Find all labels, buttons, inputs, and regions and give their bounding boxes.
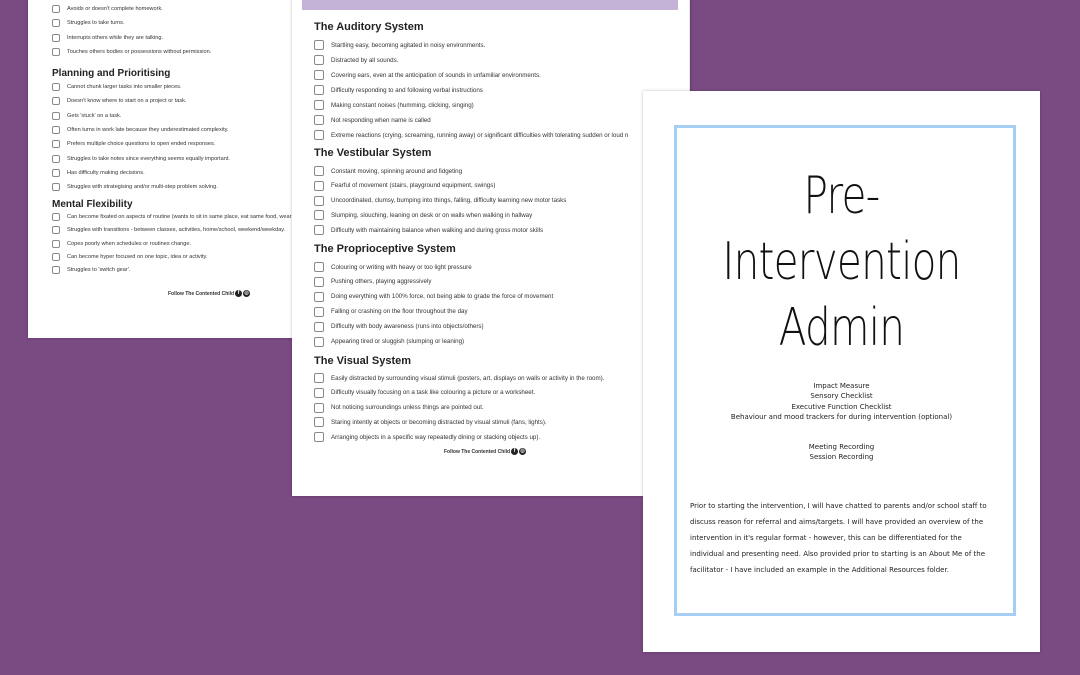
checklist-item-text: Covering ears, even at the anticipation of sounds in unfamiliar environments. xyxy=(331,71,541,79)
checklist-item-text: Not responding when name is called xyxy=(331,116,431,124)
pre-intervention-admin-page xyxy=(643,91,1040,652)
resource-list-a xyxy=(643,381,1040,423)
page1-footer xyxy=(168,290,250,297)
planning-heading: Planning and Prioritising xyxy=(52,68,171,79)
checklist-item xyxy=(314,100,474,110)
checklist-item xyxy=(52,240,191,248)
checklist-item-text: Uncoordinated, clumsy, bumping into things, falling, difficulty learning new motor tasks xyxy=(331,197,567,205)
checklist-banner xyxy=(302,0,678,10)
checklist-item-text: Staring intently at objects or becoming distracted by visual stimuli (fans, lights). xyxy=(331,418,547,426)
checkbox-icon[interactable] xyxy=(52,34,60,42)
facebook-icon: f xyxy=(235,290,242,297)
checklist-item xyxy=(52,226,285,234)
checklist-item xyxy=(314,130,628,140)
checklist-item-text: Difficulty visually focusing on a task like colouring a picture or a worksheet. xyxy=(331,389,536,397)
checklist-item-text: Constant moving, spinning around and fidgeting xyxy=(331,167,463,175)
checklist-item xyxy=(314,166,462,176)
checklist-item-text: Struggles to take notes since everything seems equally important. xyxy=(67,155,230,162)
checklist-item-text: Not noticing surroundings unless things are pointed out. xyxy=(331,404,484,412)
checklist-item xyxy=(314,225,543,235)
checkbox-icon[interactable] xyxy=(314,403,324,413)
checklist-item xyxy=(314,196,566,206)
checkbox-icon[interactable] xyxy=(52,213,60,221)
checklist-item-text: Easily distracted by surrounding visual stimuli (posters, art, displays on walls or activity in the room). xyxy=(331,374,605,382)
sensory-checklist-page xyxy=(292,0,689,496)
checklist-item xyxy=(52,213,292,221)
checkbox-icon[interactable] xyxy=(52,140,60,148)
checklist-item-text: Doing everything with 100% force, not being able to grade the force of movement xyxy=(331,293,554,301)
checkbox-icon[interactable] xyxy=(52,5,60,13)
checklist-item-text: Has difficulty making decisions. xyxy=(67,169,145,176)
instagram-icon: ◎ xyxy=(244,290,249,296)
checklist-item-text: Falling or crashing on the floor throughout the day xyxy=(331,308,468,316)
checklist-item-text: Doesn't know where to start on a project or task. xyxy=(67,98,187,105)
checkbox-icon[interactable] xyxy=(314,196,324,206)
checklist-item-text: Cannot chunk larger tasks into smaller pieces. xyxy=(67,84,182,90)
checkbox-icon[interactable] xyxy=(314,262,324,272)
checklist-item-text: Struggles to take turns. xyxy=(67,20,125,27)
proprioceptive-heading: The Proprioceptive System xyxy=(314,243,456,255)
checklist-item-text: Extreme reactions (crying, screaming, running away) or significant difficulties with tolerating sudden or loud n xyxy=(331,131,629,139)
checkbox-icon[interactable] xyxy=(52,83,60,91)
checklist-item-text: Arranging objects in a specific way repeatedly dining or stacking objects up). xyxy=(331,433,541,441)
page2-footer xyxy=(444,448,526,455)
checklist-item xyxy=(314,432,540,442)
checklist-item xyxy=(314,322,484,332)
checkbox-icon[interactable] xyxy=(314,55,324,65)
checkbox-icon[interactable] xyxy=(52,169,60,177)
checklist-item xyxy=(314,307,468,317)
checklist-item-text: Prefers multiple choice questions to open ended responses. xyxy=(67,141,216,148)
checkbox-icon[interactable] xyxy=(314,115,324,125)
checklist-item xyxy=(314,388,535,398)
checkbox-icon[interactable] xyxy=(314,40,324,50)
checklist-item-text: Can become hyper focused on one topic, idea or activity. xyxy=(67,253,208,260)
title-line-1: Pre-Intervention xyxy=(722,166,961,292)
checklist-item xyxy=(52,112,121,120)
checklist-item xyxy=(314,40,485,50)
resource-list-b xyxy=(643,442,1040,463)
checklist-item xyxy=(52,126,229,134)
checklist-item-text: Struggles with transitions - between classes, activities, home/school, weekend/weekday. xyxy=(67,227,286,234)
checkbox-icon[interactable] xyxy=(314,373,324,383)
checkbox-icon[interactable] xyxy=(314,337,324,347)
checklist-item xyxy=(52,253,207,261)
checklist-item-text: Slumping, slouching, leaning on desk or on walls when walking in hallway xyxy=(331,211,533,219)
checklist-item-text: Difficulty with body awareness (runs into objects/others) xyxy=(331,323,484,331)
checklist-item xyxy=(314,292,553,302)
resource-item: Executive Function Checklist xyxy=(791,402,892,411)
checkbox-icon[interactable] xyxy=(314,292,324,302)
checklist-item-text: Struggles with strategising and/or multi-step problem solving. xyxy=(67,184,218,191)
checklist-item xyxy=(314,115,431,125)
checklist-item xyxy=(314,55,398,65)
checklist-item-text: Making constant noises (humming, clicking, singing) xyxy=(331,101,474,109)
checklist-item xyxy=(314,277,431,287)
checklist-item xyxy=(52,5,163,13)
flexibility-heading: Mental Flexibility xyxy=(52,199,133,210)
checkbox-icon[interactable] xyxy=(52,155,60,163)
checklist-item xyxy=(314,417,547,427)
checkbox-icon[interactable] xyxy=(314,210,324,220)
page-title xyxy=(687,163,997,361)
intro-paragraph: Prior to starting the intervention, I will have chatted to parents and/or school staff to discuss reason for referral and aims/targets. I will have provided an overview of the intervention in it's regular format - however, this can be differentiated for the individual and presenting need. Also provided prior to starting is an About Me of the facilitator - I have included an example in the Additional Resources folder. xyxy=(690,502,987,574)
auditory-heading: The Auditory System xyxy=(314,21,424,33)
checklist-item-text: Struggles to 'switch gear'. xyxy=(67,267,131,274)
checkbox-icon[interactable] xyxy=(314,432,324,442)
checklist-item-text: Difficulty responding to and following verbal instructions xyxy=(331,86,483,94)
checkbox-icon[interactable] xyxy=(52,226,60,234)
checklist-item xyxy=(52,34,163,42)
checklist-item-text: Fearful of movement (stairs, playground equipment, swings) xyxy=(331,182,496,190)
checklist-item xyxy=(314,373,604,383)
checkbox-icon[interactable] xyxy=(314,70,324,80)
resource-item: Behaviour and mood trackers for during intervention (optional) xyxy=(730,413,953,422)
checklist-item xyxy=(314,337,464,347)
checkbox-icon[interactable] xyxy=(314,225,324,235)
checklist-item-text: Can become fixated on aspects of routine (wants to sit in same place, eat same food, wear xyxy=(67,214,292,220)
checkbox-icon[interactable] xyxy=(314,307,324,317)
checklist-item xyxy=(314,181,495,191)
footer-text: Follow The Contented Child xyxy=(444,448,511,455)
checkbox-icon[interactable] xyxy=(314,277,324,287)
checklist-item-text: Appearing tired or sluggish (slumping or leaning) xyxy=(331,338,465,345)
checklist-item xyxy=(52,266,130,274)
resource-item: Meeting Recording xyxy=(808,443,875,451)
checklist-item xyxy=(52,48,211,56)
resource-item: Session Recording xyxy=(809,453,874,462)
checklist-item xyxy=(52,140,215,148)
checkbox-icon[interactable] xyxy=(52,183,60,191)
checklist-item xyxy=(52,183,218,191)
checkbox-icon[interactable] xyxy=(52,97,60,105)
visual-heading: The Visual System xyxy=(314,355,412,367)
checkbox-icon[interactable] xyxy=(314,100,324,110)
checklist-item-text: Copes poorly when schedules or routines change. xyxy=(67,240,192,247)
checklist-item-text: Difficulty with maintaining balance when walking and during gross motor skills xyxy=(331,226,544,234)
checklist-item xyxy=(52,169,145,177)
checklist-item xyxy=(314,210,532,220)
checkbox-icon[interactable] xyxy=(314,322,324,332)
checkbox-icon[interactable] xyxy=(52,253,60,261)
resource-item: Impact Measure xyxy=(813,382,870,390)
checklist-item xyxy=(314,403,484,413)
vestibular-heading: The Vestibular System xyxy=(314,147,432,159)
checklist-item-text: Touches others bodies or possessions without permission. xyxy=(67,48,212,55)
checklist-item xyxy=(52,83,181,91)
checklist-item xyxy=(314,70,541,80)
checkbox-icon[interactable] xyxy=(314,417,324,427)
checklist-item-text: Often turns in work late because they underestimated complexity. xyxy=(67,126,229,133)
checkbox-icon[interactable] xyxy=(314,130,324,140)
checkbox-icon[interactable] xyxy=(52,112,60,120)
checklist-item xyxy=(314,85,483,95)
checklist-item xyxy=(314,262,472,272)
checkbox-icon[interactable] xyxy=(314,166,324,176)
checklist-item-text: Colouring or writing with heavy or too light pressure xyxy=(331,263,472,271)
instagram-icon: ◎ xyxy=(520,448,525,454)
checkbox-icon[interactable] xyxy=(52,240,60,248)
checklist-item-text: Startling easy, becoming agitated in noisy environments. xyxy=(331,41,486,49)
checkbox-icon[interactable] xyxy=(52,19,60,27)
checklist-item-text: Interrupts others while they are talking. xyxy=(67,34,164,41)
checkbox-icon[interactable] xyxy=(314,85,324,95)
checkbox-icon[interactable] xyxy=(314,181,324,191)
facebook-icon: f xyxy=(511,448,518,455)
checklist-item-text: Gets 'stuck' on a task. xyxy=(67,112,122,119)
checkbox-icon[interactable] xyxy=(52,266,60,274)
checklist-item-text: Avoids or doesn't complete homework. xyxy=(67,6,163,12)
footer-text: Follow The Contented Child xyxy=(168,290,235,297)
checkbox-icon[interactable] xyxy=(52,48,60,56)
checklist-item xyxy=(52,19,125,27)
resource-item: Sensory Checklist xyxy=(810,392,873,401)
title-line-2: Admin xyxy=(778,298,905,358)
checkbox-icon[interactable] xyxy=(314,388,324,398)
checkbox-icon[interactable] xyxy=(52,126,60,134)
checklist-item xyxy=(52,97,187,105)
checklist-item-text: Distracted by all sounds. xyxy=(331,56,399,64)
checklist-item xyxy=(52,155,230,163)
checklist-item-text: Pushing others, playing aggressively xyxy=(331,278,432,286)
